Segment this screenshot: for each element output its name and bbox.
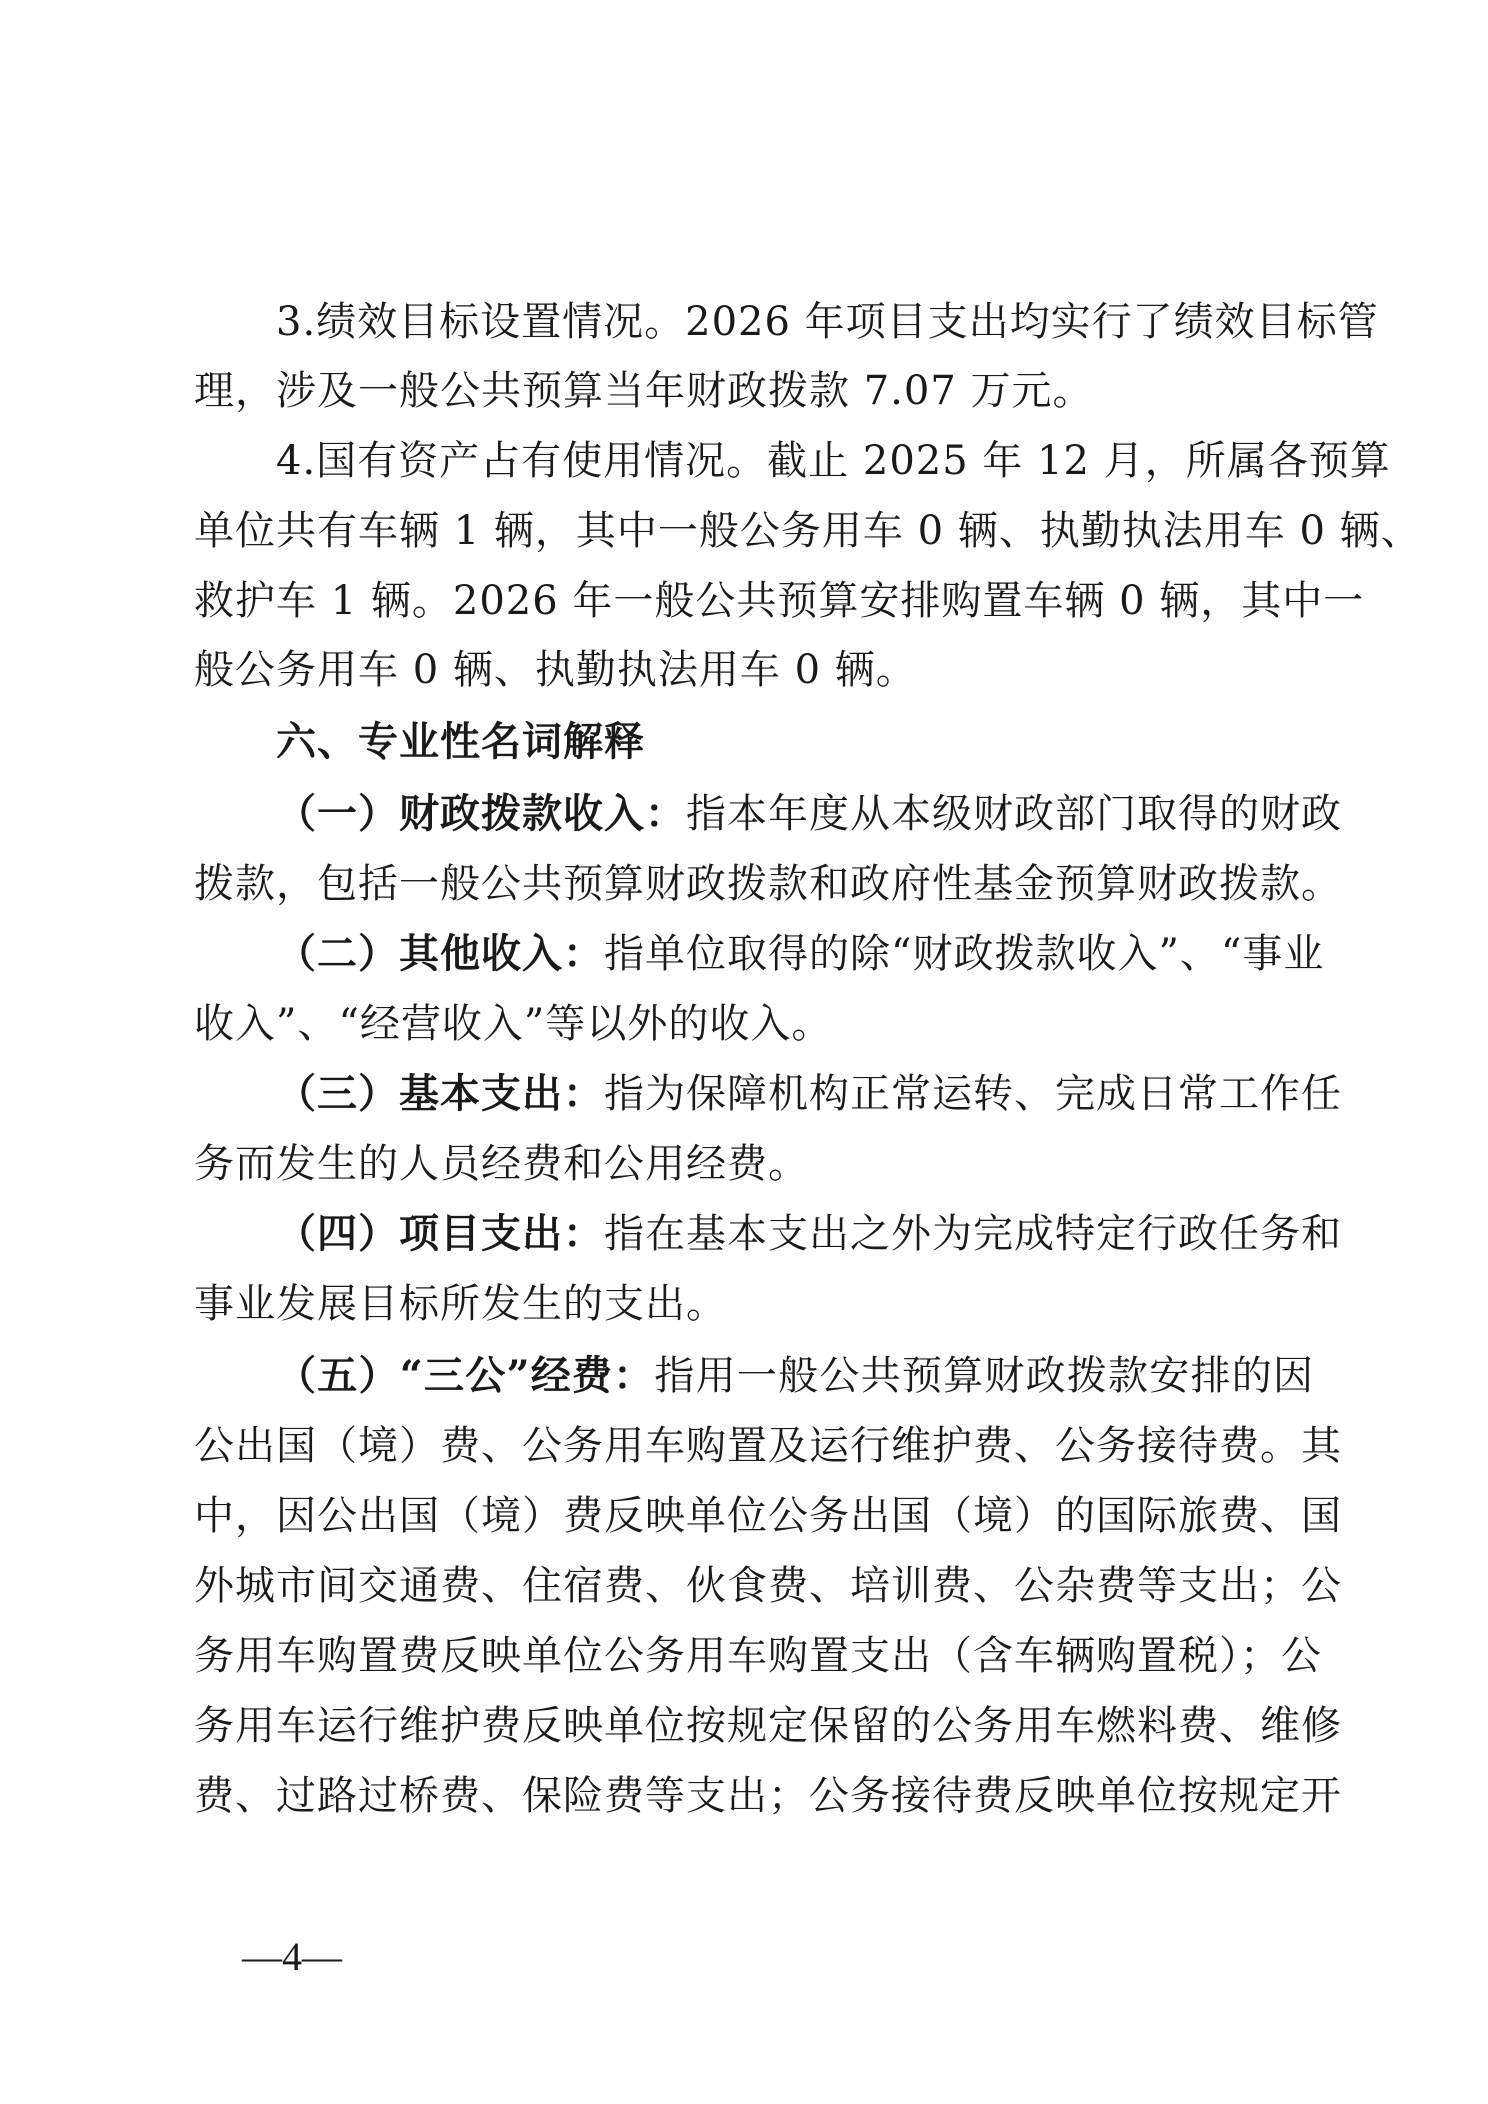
- term-three-public-line-3: 中，因公出国（境）费反映单位公务出国（境）的国际旅费、国: [194, 1493, 1342, 1539]
- state-assets-line-3: 救护车 1 辆。2026 年一般公共预算安排购置车辆 0 辆，其中一: [194, 578, 1365, 624]
- term-label: （五）“三公”经费：: [276, 1352, 655, 1399]
- term-basic-expenditure-line-2: 务而发生的人员经费和公用经费。: [194, 1141, 809, 1187]
- term-definition: 指为保障机构正常运转、完成日常工作任: [604, 1071, 1342, 1117]
- state-assets-line-2: 单位共有车辆 1 辆，其中一般公务用车 0 辆、执勤执法用车 0 辆、: [194, 508, 1422, 554]
- term-three-public-line-6: 务用车运行维护费反映单位按规定保留的公务用车燃料费、维修: [194, 1703, 1342, 1749]
- term-three-public-line-1: [194, 1354, 1314, 1398]
- term-three-public-line-4: 外城市间交通费、住宿费、伙食费、培训费、公杂费等支出；公: [194, 1563, 1342, 1609]
- term-definition: 指单位取得的除“财政拨款收入”、“事业: [604, 931, 1325, 977]
- state-assets-line-1: 4.国有资产占有使用情况。截止 2025 年 12 月，所属各预算: [276, 438, 1391, 484]
- term-label: （四）项目支出：: [276, 1210, 604, 1257]
- term-label: （一）财政拨款收入：: [276, 790, 686, 837]
- term-project-expenditure-line-2: 事业发展目标所发生的支出。: [194, 1281, 727, 1327]
- term-definition: 指用一般公共预算财政拨款安排的因: [654, 1353, 1315, 1399]
- term-label: （三）基本支出：: [276, 1070, 604, 1117]
- term-three-public-line-2: 公出国（境）费、公务用车购置及运行维护费、公务接待费。其: [194, 1423, 1342, 1469]
- section-heading-terms: 六、专业性名词解释: [276, 719, 645, 765]
- term-basic-expenditure-line-1: [194, 1070, 1342, 1117]
- term-three-public-line-5: 务用车购置费反映单位公务用车购置支出（含车辆购置税）；公: [194, 1633, 1322, 1679]
- performance-target-line-2: 理，涉及一般公共预算当年财政拨款 7.07 万元。: [194, 368, 1094, 414]
- state-assets-line-4: 般公务用车 0 辆、执勤执法用车 0 辆。: [194, 647, 917, 693]
- performance-target-line-1: 3.绩效目标设置情况。2026 年项目支出均实行了绩效目标管: [276, 299, 1379, 345]
- term-definition: 指在基本支出之外为完成特定行政任务和: [604, 1211, 1342, 1257]
- term-fiscal-appropriation-line-2: 拨款，包括一般公共预算财政拨款和政府性基金预算财政拨款。: [194, 861, 1342, 907]
- term-three-public-line-7: 费、过路过桥费、保险费等支出；公务接待费反映单位按规定开: [194, 1773, 1342, 1819]
- term-other-income-line-2: 收入”、“经营收入”等以外的收入。: [194, 1001, 833, 1047]
- term-label: （二）其他收入：: [276, 930, 604, 977]
- term-other-income-line-1: [194, 930, 1325, 977]
- term-fiscal-appropriation-line-1: [194, 790, 1342, 837]
- page-number: —4—: [242, 1934, 342, 1979]
- term-project-expenditure-line-1: [194, 1210, 1342, 1257]
- term-definition: 指本年度从本级财政部门取得的财政: [686, 791, 1342, 837]
